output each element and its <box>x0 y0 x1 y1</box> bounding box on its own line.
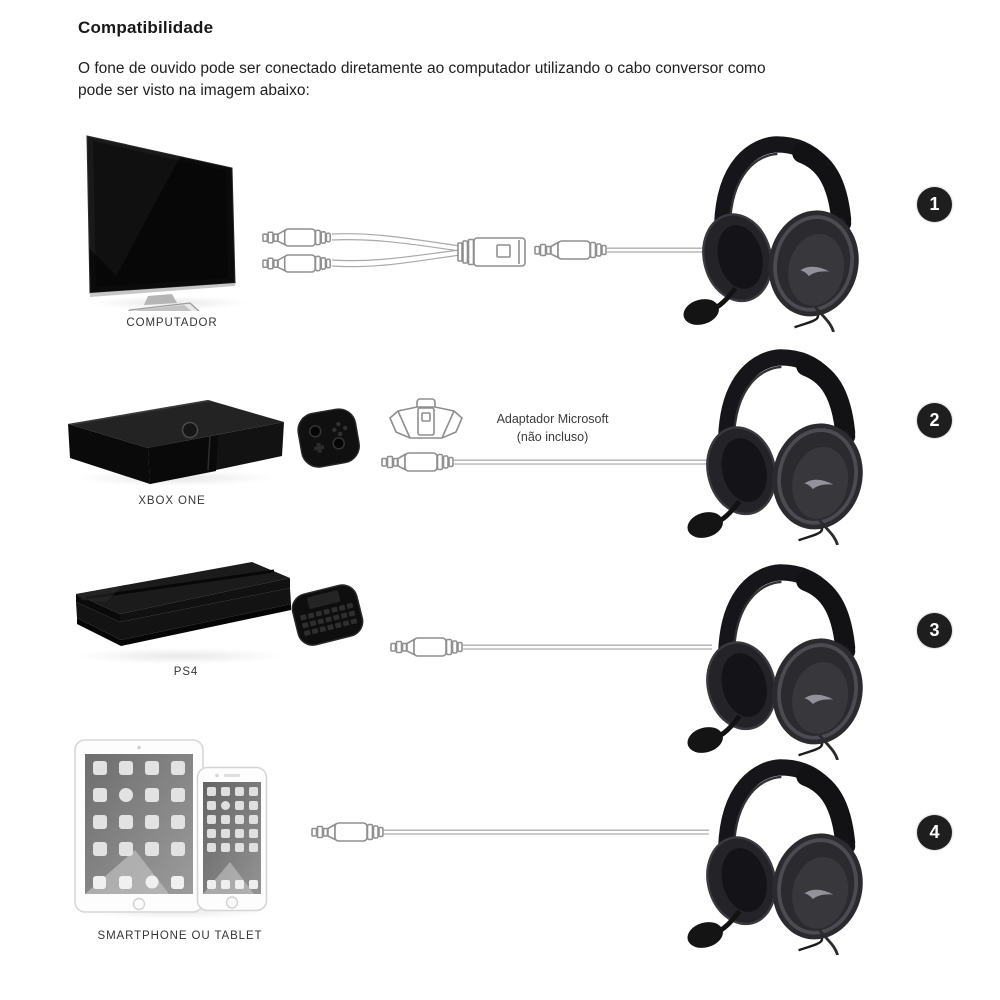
adapter-note-line-1: Adaptador Microsoft <box>496 412 609 426</box>
numbered-badge-4: 4 <box>917 815 952 850</box>
device-label-smartphone-tablet: SMARTPHONE OU TABLET <box>97 930 263 942</box>
y-splitter-cable-icon <box>262 224 534 280</box>
audio-plug-cable-icon <box>311 819 709 845</box>
headset-icon <box>682 560 877 760</box>
device-label-xbox-one: XBOX ONE <box>138 495 206 507</box>
audio-plug-cable-icon <box>381 449 710 475</box>
adapter-note-line-2: (não incluso) <box>516 430 589 444</box>
smartphone <box>196 766 268 912</box>
xbox-controller-icon <box>293 402 365 478</box>
ps4-controller-icon <box>286 578 370 656</box>
headset-icon <box>682 755 877 955</box>
ps4-console <box>62 558 297 660</box>
intro-paragraph <box>78 58 938 102</box>
intro-line-1: O fone de ouvido pode ser conectado diretamente ao computador utilizando o cabo conversor como <box>78 60 766 77</box>
intro-line-2: pode ser visto na imagem abaixo: <box>78 82 310 99</box>
xbox-console <box>60 392 290 492</box>
headset-icon <box>682 345 877 545</box>
device-label-ps4: PS4 <box>173 666 199 678</box>
microsoft-adapter-icon <box>386 394 466 448</box>
device-label-computador: COMPUTADOR <box>126 317 218 329</box>
audio-plug-cable-icon <box>390 634 712 660</box>
computer-monitor <box>68 126 248 311</box>
numbered-badge-2: 2 <box>917 403 952 438</box>
page-title: Compatibilidade <box>78 18 214 37</box>
tablet <box>73 738 205 918</box>
numbered-badge-1: 1 <box>917 187 952 222</box>
numbered-badge-3: 3 <box>917 613 952 648</box>
adapter-note <box>480 410 625 446</box>
headset-icon <box>678 132 873 332</box>
